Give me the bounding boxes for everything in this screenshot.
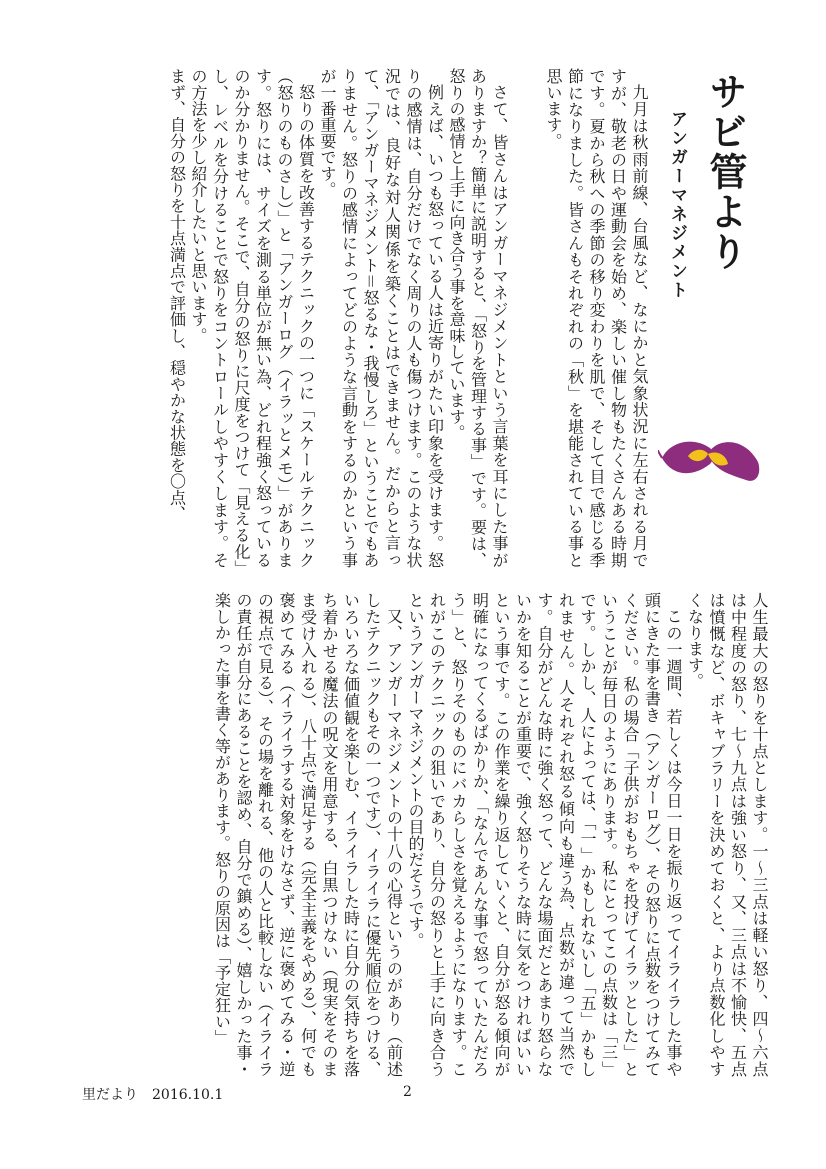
sweet-potato-tail: [658, 450, 662, 458]
newsletter-name: 里だより: [82, 1087, 138, 1103]
intro-paragraph: 九月は秋雨前線、台風など、なにかと気象状況に左右される月ですが、敬老の日や運動会を始め、楽しい催し物もたくさんある時期です。夏から秋への季節の移り変わりを肌で、そして目で感じる季節になりました。皆さんもそれぞれの「秋」を堪能されている事と思います。: [544, 68, 649, 568]
body-paragraph: まず、自分の怒りを十点満点で評価し、穏やかな状態を〇点、: [167, 68, 187, 522]
footer: [82, 1084, 223, 1104]
upper-body-column: [98, 68, 510, 568]
issue-date: 2016.10.1: [152, 1087, 224, 1103]
body-paragraph: 又、アンガーマネジメントの十八の心得というのがあり（前述したテクニックもその一つです）、イライラに優先順位をつける、いろいろな価値観を楽しむ、イライラした時に自分の気持ちを落ち着かせる魔法の呪文を用意する、白黒つけない（現実をそのまま受け入れる）、八十点で満足する（完全主義をやめる）、何でも褒めてみる（イライラする対象をけなさず、逆に褒めてみる・逆の視点で見る）、その場を離れる、他の人と比較しない（イライラの責任が自分にあることを認め、自分で鎮める）、嬉しかった事・楽しかった事を書く等があります。怒りの原因は「予定狂い」: [212, 592, 404, 1077]
page-number: 2: [403, 1084, 412, 1100]
body-paragraph: 人生最大の怒りを十点とします。一〜三点は軽い怒り、四〜六点は中程度の怒り、七〜九点は強い怒り、又、三点は不愉快、五点は憤慨など、ボキャブラリーを決めておくと、より点数化しやすくなります。: [685, 592, 769, 1077]
body-paragraph: 例えば、いつも怒っている人は近寄りがたい印象を受けます。怒りの感情は、自分だけでなく周りの人も傷つけます。このような状況では、良好な対人関係を築くことはできません。だからと言って、「アンガーマネジメント＝怒るな・我慢しろ」ということでもありません。怒りの感情によってどのような言動をするのかという事が一番重要です。: [318, 68, 445, 568]
body-paragraph: さて、皆さんはアンガーマネジメントという言葉を耳にした事がありますか？簡単に説明すると、「怒りを管理する事」です。要は、怒りの感情と上手に向き合う事を意味しています。: [447, 68, 509, 568]
page-title: サビ管より: [703, 72, 747, 272]
lower-body-column: [98, 592, 770, 1077]
page-subtitle: アンガーマネジメント: [667, 110, 687, 300]
sweet-potato-illustration: [658, 418, 762, 502]
intro-column: [530, 68, 650, 568]
body-paragraph: 怒りの体質を改善するテクニックの一つに「スケールテクニック（怒りのものさし）」と「アンガーログ（イラッとメモ）」があります。怒りには、サイズを測る単位が無い為、どれ程強く怒っているのか分かりません。そこで、自分の怒りに尺度をつけて「見える化」し、レベルを分けることで怒りをコントロールしやすくします。その方法を少し紹介したいと思います。: [189, 68, 316, 568]
body-paragraph: この一週間、若しくは今日一日を振り返ってイライラした事や頭にきた事を書き（アンガーログ）、その怒りに点数をつけてみてください。私の場合「子供がおもちゃを投げてイラッとした」ということが毎日のようにあります。私にとってこの点数は「三」です。しかし、人によっては、「一」かもしれないし「五」かもしれません。人それぞれ怒る傾向も違う為、点数が違って当然です。自分がどんな時に強く怒って、どんな場面だとあまり怒らないかを知ることが重要で、強く怒りそうな時に気をつければいいという事です。この作業を繰り返していくと、自分が怒る傾向が明確になってくるばかりか、「なんであんな事で怒っていたんだろう」と、怒りそのものにバカらしさを覚えるようになります。これがこのテクニックの狙いであり、自分の怒りと上手に向き合うというアンガーマネジメントの目的だそうです。: [406, 592, 683, 1077]
